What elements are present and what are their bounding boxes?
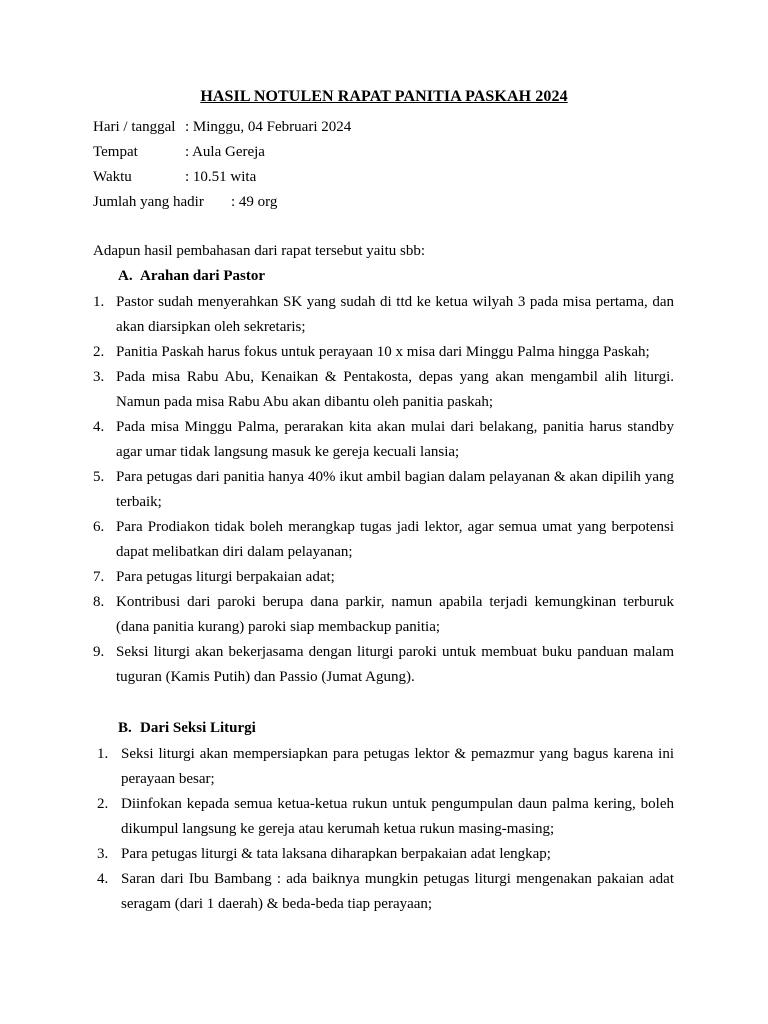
item-number: 5.	[93, 469, 105, 485]
list-item	[0, 565, 768, 590]
list-item	[0, 465, 768, 515]
list-item	[0, 340, 768, 365]
item-number: 1.	[93, 294, 105, 310]
list-item	[0, 640, 768, 690]
item-number: 2.	[93, 344, 105, 360]
meta-value: : 49 org	[231, 194, 278, 210]
item-text: Para petugas liturgi & tata laksana diharapkan berpakaian adat lengkap;	[121, 846, 551, 862]
list-item	[0, 515, 768, 565]
intro-paragraph: Adapun hasil pembahasan dari rapat tersebut yaitu sbb:	[93, 243, 425, 259]
item-number: 3.	[97, 846, 109, 862]
item-number: 4.	[93, 419, 105, 435]
section-letter: B.	[118, 720, 132, 736]
meta-label: Waktu	[93, 169, 132, 185]
meta-value: : 10.51 wita	[185, 169, 257, 185]
item-number: 2.	[97, 796, 109, 812]
page-title: HASIL NOTULEN RAPAT PANITIA PASKAH 2024	[200, 88, 568, 105]
item-text: Pada misa Minggu Palma, perarakan kita akan mulai dari belakang, panitia harus standby agar umar tidak langsung masuk ke gereja kecuali lansia;	[116, 419, 674, 460]
item-text: Para petugas dari panitia hanya 40% ikut ambil bagian dalam pelayanan & akan dipilih yang terbaik;	[116, 469, 674, 510]
section-a-list	[0, 290, 768, 690]
section-letter: A.	[118, 268, 133, 284]
list-item	[0, 365, 768, 415]
item-text: Kontribusi dari paroki berupa dana parkir, namun apabila terjadi kemungkinan terburuk (dana panitia kurang) paroki siap membackup panitia;	[116, 594, 674, 635]
section-title: Arahan dari Pastor	[140, 268, 265, 284]
item-number: 6.	[93, 519, 105, 535]
list-item	[0, 867, 768, 917]
item-number: 8.	[93, 594, 105, 610]
item-text: Seksi liturgi akan bekerjasama dengan liturgi paroki untuk membuat buku panduan malam tuguran (Kamis Putih) dan Passio (Jumat Agung).	[116, 644, 674, 685]
list-item	[0, 590, 768, 640]
item-number: 1.	[97, 746, 109, 762]
meta-label: Hari / tanggal	[93, 119, 176, 135]
item-number: 7.	[93, 569, 105, 585]
item-text: Diinfokan kepada semua ketua-ketua rukun untuk pengumpulan daun palma kering, boleh dikumpul langsung ke gereja atau kerumah ketua rukun masing-masing;	[121, 796, 674, 837]
item-text: Pastor sudah menyerahkan SK yang sudah di ttd ke ketua wilyah 3 pada misa pertama, dan akan diarsipkan oleh sekretaris;	[116, 294, 674, 335]
meta-value: : Minggu, 04 Februari 2024	[185, 119, 352, 135]
item-number: 3.	[93, 369, 105, 385]
list-item	[0, 415, 768, 465]
section-b-list	[0, 742, 768, 917]
list-item	[0, 290, 768, 340]
meta-label: Tempat	[93, 144, 138, 160]
item-text: Pada misa Rabu Abu, Kenaikan & Pentakosta, depas yang akan mengambil alih liturgi. Namun pada misa Rabu Abu akan dibantu oleh panitia paskah;	[116, 369, 674, 410]
item-number: 9.	[93, 644, 105, 660]
section-heading-a	[118, 266, 265, 286]
item-text: Para Prodiakon tidak boleh merangkap tugas jadi lektor, agar semua umat yang berpotensi dapat melibatkan diri dalam pelayanan;	[116, 519, 674, 560]
item-number: 4.	[97, 871, 109, 887]
meta-label: Jumlah yang hadir	[93, 194, 204, 210]
item-text: Saran dari Ibu Bambang : ada baiknya mungkin petugas liturgi mengenakan pakaian adat seragam (dari 1 daerah) & beda-beda tiap perayaan;	[121, 871, 674, 912]
section-heading-b	[118, 718, 256, 738]
item-text: Para petugas liturgi berpakaian adat;	[116, 569, 335, 585]
list-item	[0, 842, 768, 867]
list-item	[0, 792, 768, 842]
item-text: Seksi liturgi akan mempersiapkan para petugas lektor & pemazmur yang bagus karena ini perayaan besar;	[121, 746, 674, 787]
list-item	[0, 742, 768, 792]
meta-value: : Aula Gereja	[185, 144, 265, 160]
section-title: Dari Seksi Liturgi	[140, 720, 256, 736]
item-text: Panitia Paskah harus fokus untuk perayaan 10 x misa dari Minggu Palma hingga Paskah;	[116, 344, 650, 360]
